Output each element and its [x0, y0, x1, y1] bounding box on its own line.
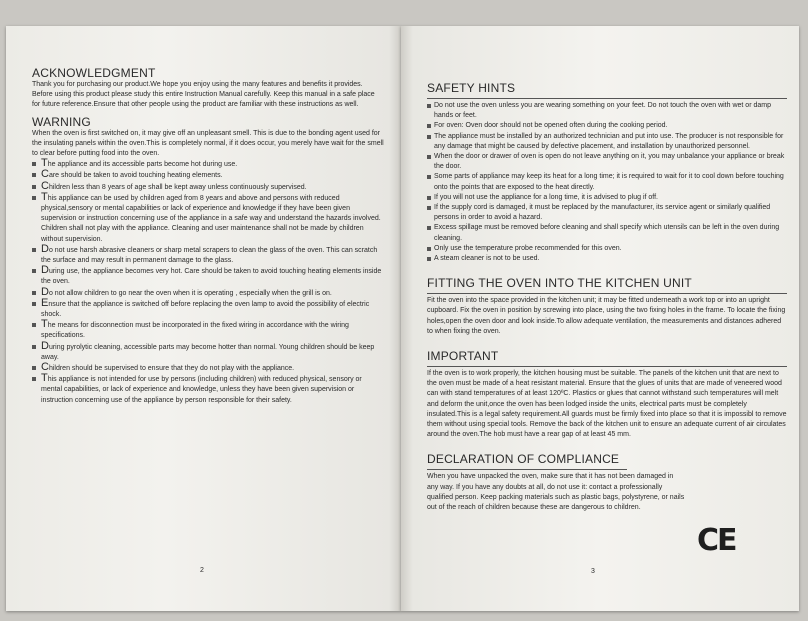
warning-heading: WARNING: [32, 114, 91, 129]
safety-hint-item: Only use the temperature probe recommended for this oven.: [427, 244, 787, 254]
safety-hint-item: The appliance must be installed by an authorized technician and put into use. The producer is not responsible for any damage that might be caused by defective placement, and installation by unauthorized personnel.: [427, 132, 787, 152]
bullet-square-icon: [32, 345, 36, 349]
bullet-square-icon: [32, 377, 36, 381]
safety-hint-item: For oven: Oven door should not be opened often during the cooking period.: [427, 121, 787, 131]
bullet-square-icon: [32, 269, 36, 273]
warning-item: Children should be supervised to ensure that they do not play with the appliance.: [32, 363, 384, 374]
bullet-square-icon: [427, 196, 431, 200]
bullet-square-icon: [427, 206, 431, 210]
warning-item: The appliance and its accessible parts become hot during use.: [32, 159, 384, 170]
right-page-content: [427, 81, 787, 513]
bullet-square-icon: [427, 247, 431, 251]
bullet-square-icon: [32, 248, 36, 252]
bullet-square-icon: [427, 226, 431, 230]
bullet-square-icon: [32, 323, 36, 327]
warning-item: Do not use harsh abrasive cleaners or sharp metal scrapers to clean the glass of the oven. This can scratch the surface and may result in permanent damage to the glass.: [32, 245, 384, 266]
bullet-square-icon: [427, 257, 431, 261]
fitting-text: Fit the oven into the space provided in the kitchen unit; it may be fitted underneath a work top or into an upright cupboard. Fix the oven in position by screwing into place, using the two fixing holes in the frame. To locate the fixing holes,open the oven door and look inside.To allow adequate ventilation, the measurements and distances adhered to when fixing the oven.: [427, 297, 786, 335]
bullet-square-icon: [32, 173, 36, 177]
bullet-square-icon: [427, 104, 431, 108]
warning-item: Children less than 8 years of age shall be kept away unless continuously supervised.: [32, 182, 384, 193]
bullet-square-icon: [32, 302, 36, 306]
warning-item: The means for disconnection must be incorporated in the fixed wiring in accordance with the wiring specifications.: [32, 320, 384, 341]
bullet-square-icon: [427, 124, 431, 128]
heading-divider: [427, 366, 787, 367]
heading-divider: [427, 293, 787, 294]
warning-item: During pyrolytic cleaning, accessible parts may become hotter than normal. Young children should be keep away.: [32, 342, 384, 363]
heading-divider: [427, 98, 787, 99]
important-section: [427, 349, 787, 440]
page-number-right: 3: [591, 568, 595, 575]
fitting-section: [427, 276, 787, 337]
bullet-square-icon: [32, 366, 36, 370]
safety-hint-item: A steam cleaner is not to be used.: [427, 254, 787, 264]
important-heading: IMPORTANT: [427, 349, 499, 364]
right-page: [401, 26, 799, 611]
bullet-square-icon: [427, 175, 431, 179]
safety-hint-item: Excess spillage must be removed before cleaning and shall specify which utensils can be left in the oven during cleaning.: [427, 223, 787, 243]
acknowledgment-text: Thank you for purchasing our product.We hope you enjoy using the many features and benefits it provides. Before using this product please study this entire Instruction Manual carefully. Keep this manual in a safe place for future reference.Ensure that other people using the product are familiar with these instructions as well.: [32, 81, 375, 109]
warning-intro-text: When the oven is first switched on, it may give off an unpleasant smell. This is due to the bonding agent used for the insulating panels within the oven.This is completely normal, if it does occur, you merely have wait for the smell to clear before putting food into the oven.: [32, 129, 384, 158]
important-text: If the oven is to work properly, the kitchen housing must be suitable. The panels of the kitchen unit that are next to the oven must be made of a heat resistant material. Ensure that the glues of units that are made of veneered wood can with stand temperatures of at least 120ºC. Plastics or glues that cannot withstand such temperatures will melt and deform the unit,once the oven has been lodged inside the units, electrical parts must be completely insulated.This is a legal safety requirement.All guards must be firmly fixed into place so that it is impossibl to remove them without using special tools. Remove the back of the kitchen unit to ensure an adequate current of air circulates around the oven.The hob must have a rear gap of at least 45 mm.: [427, 370, 787, 439]
bullet-square-icon: [32, 185, 36, 189]
warning-item: Care should be taken to avoid touching heating elements.: [32, 170, 384, 181]
heading-divider: [427, 469, 627, 470]
warning-item: During use, the appliance becomes very hot. Care should be taken to avoid touching heating elements inside the oven.: [32, 266, 384, 287]
declaration-text: When you have unpacked the oven, make sure that it has not been damaged in any way. If you have any doubts at all, do not use it: contact a professionally qualified person. Keep packing materials such as plastic bags, polystyrene, or nails out of the reach of children because these are dangerous to children.: [427, 473, 685, 512]
bullet-square-icon: [427, 155, 431, 159]
left-page: [6, 26, 401, 611]
acknowledgment-heading: ACKNOWLEDGMENT: [32, 66, 156, 80]
warning-item: Ensure that the appliance is switched off before replacing the oven lamp to avoid the possibility of electric shock.: [32, 299, 384, 320]
declaration-heading: DECLARATION OF COMPLIANCE: [427, 452, 620, 467]
bullet-square-icon: [32, 291, 36, 295]
safety-hint-item: When the door or drawer of oven is open do not leave anything on it, you may unbalance your appliance or break the door.: [427, 152, 787, 172]
declaration-section: [427, 452, 787, 513]
safety-hint-item: If you will not use the appliance for a long time, it is advised to plug if off.: [427, 193, 787, 203]
warning-item: This appliance is not intended for use by persons (including children) with reduced physical, sensory or mental capabilities, or lack of experience and knowledge, unless they have been given supervision or instruction concerning use of the appliance by person responsible for their safety.: [32, 374, 384, 406]
bullet-square-icon: [427, 135, 431, 139]
bullet-square-icon: [32, 196, 36, 200]
fitting-heading: FITTING THE OVEN INTO THE KITCHEN UNIT: [427, 276, 692, 291]
safety-hint-item: Some parts of appliance may keep its heat for a long time; it is required to wait for it to cool down before touching onto the points that are exposed to the heat directly.: [427, 172, 787, 192]
safety-hint-item: If the supply cord is damaged, it must be replaced by the manufacturer, its service agent or similarly qualified persons in order to avoid a hazard.: [427, 203, 787, 223]
ce-mark-logo: CE: [697, 523, 736, 558]
page-number-left: 2: [200, 567, 204, 574]
warning-item: This appliance can be used by children aged from 8 years and above and persons with reduced physical,sensory or mental capabilities or lack of experience and knowledge if they have been given supervision or instruction concerning use of the appliance in a safe way and understand the hazards involved. Children shall not play with the appliance. Cleaning and user maintenance shall not be made by children without supervision.: [32, 193, 384, 245]
safety-hint-item: Do not use the oven unless you are wearing something on your feet. Do not touch the oven with wet or damp hands or feet.: [427, 101, 787, 121]
warning-item: Do not allow children to go near the oven when it is operating , especially when the grill is on.: [32, 288, 384, 299]
bullet-square-icon: [32, 162, 36, 166]
left-page-content: [32, 66, 384, 406]
safety-hints-heading: SAFETY HINTS: [427, 81, 516, 95]
